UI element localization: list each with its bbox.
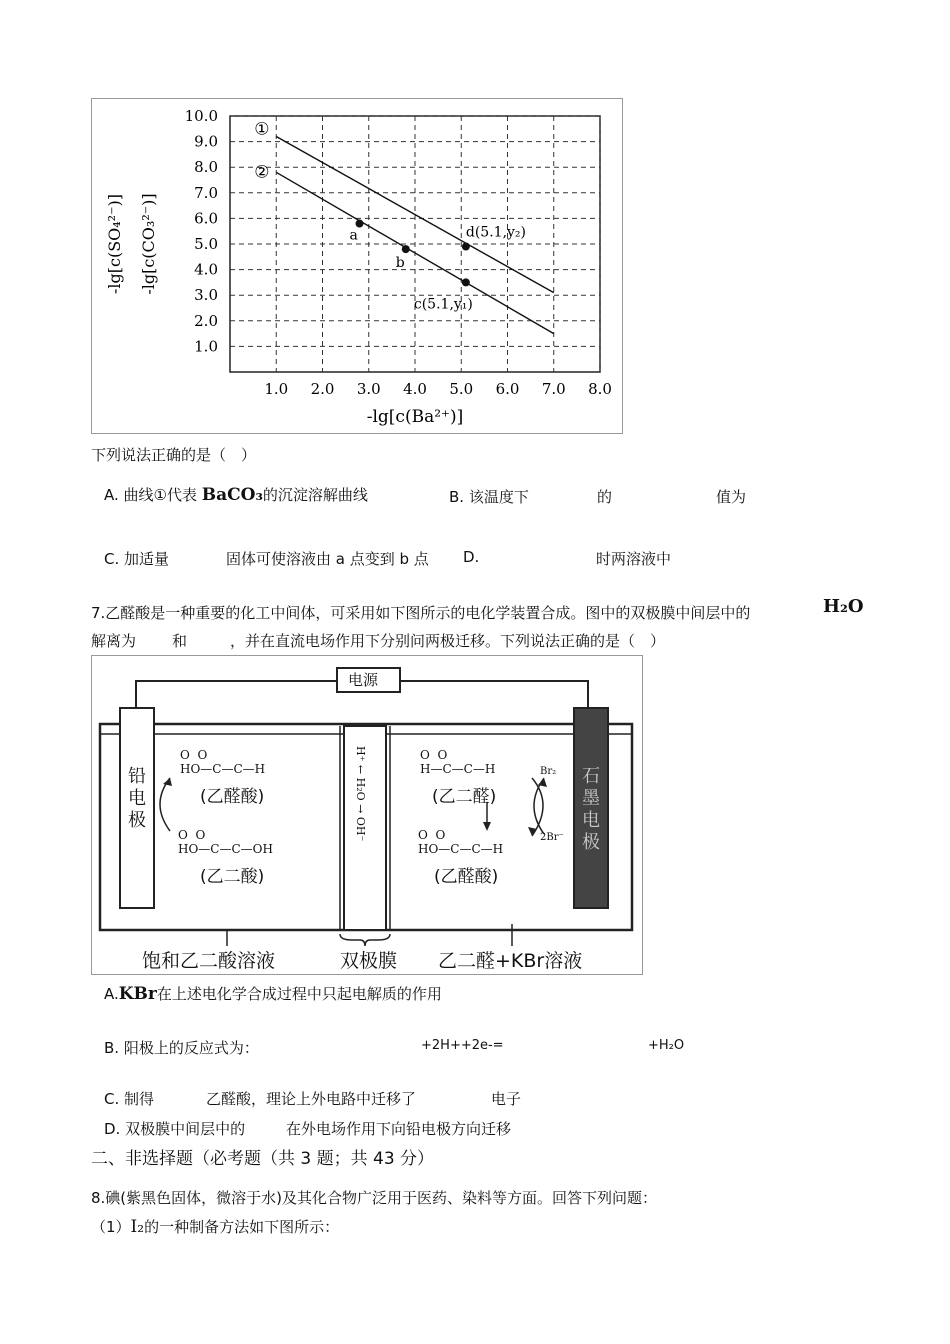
- q7-option-a-prefix: A.: [104, 985, 119, 1003]
- y-tick-label: 8.0: [194, 158, 218, 177]
- electrochemical-cell-diagram: [91, 655, 643, 975]
- q7-option-c3: 电子: [491, 1090, 522, 1108]
- left-top-formula: O O HO—C—C—H: [180, 748, 266, 776]
- y-tick-label: 1.0: [194, 337, 218, 356]
- y-tick-label: 4.0: [194, 260, 218, 279]
- point-label: d(5.1,y₂): [465, 224, 526, 241]
- section-2-heading: 二、非选择题（必考题（共 3 题；共 43 分）: [91, 1149, 435, 1169]
- q7-option-c1: C. 制得: [104, 1090, 155, 1108]
- point-label: a: [349, 227, 358, 244]
- right-solution-label: 乙二醛+KBr溶液: [438, 950, 583, 972]
- q7-option-b2: +2H++2e-=: [421, 1038, 504, 1053]
- ksp-chart-svg: [92, 99, 622, 433]
- y-tick-label: 9.0: [194, 132, 218, 151]
- membrane-label: 双极膜: [340, 950, 398, 972]
- y-tick-label: 3.0: [194, 286, 218, 305]
- left-bottom-name: (乙二酸): [200, 867, 265, 887]
- series-label: ②: [254, 162, 270, 183]
- data-point: [462, 278, 470, 286]
- q7-line2c: ，并在直流电场作用下分别问两极迁移。下列说法正确的是（ ）: [230, 632, 666, 650]
- right-bottom-formula: O O HO—C—C—H: [418, 828, 504, 856]
- q8-sub1: [91, 1216, 339, 1237]
- q7-option-b1: B. 阳极上的反应式为：: [104, 1039, 259, 1057]
- x-tick-label: 4.0: [403, 380, 427, 398]
- q6-option-d1: D.: [463, 548, 480, 566]
- x-tick-label: 1.0: [264, 380, 289, 398]
- graphite-electrode-label: 石墨电极: [582, 766, 600, 853]
- data-point: [462, 243, 470, 251]
- q7-option-b3: +H₂O: [648, 1038, 685, 1053]
- q8-sub1-text: 的一种制备方法如下图所示：: [144, 1218, 340, 1236]
- br2-label: Br₂: [540, 766, 557, 777]
- right-top-name: (乙二醛): [432, 787, 497, 807]
- q7-line2a: 解离为: [91, 632, 137, 650]
- y-tick-label: 10.0: [184, 107, 218, 125]
- q6-stem: 下列说法正确的是（ ）: [91, 446, 257, 464]
- x-axis-label: -lg[c(Ba²⁺)]: [366, 407, 464, 427]
- cell-svg: [92, 656, 642, 974]
- x-tick-label: 7.0: [541, 380, 566, 398]
- q7-option-a-text: 在上述电化学合成过程中只起电解质的作用: [156, 985, 442, 1003]
- q8-line1: 8.碘(紫黑色固体，微溶于水)及其化合物广泛用于医药、染料等方面。回答下列问题：: [91, 1189, 658, 1207]
- series-label: ①: [254, 119, 270, 140]
- q7-line1: 7.乙醛酸是一种重要的化工中间体，可采用如下图所示的电化学装置合成。图中的双极膜中间层中的: [91, 604, 751, 622]
- y-tick-label: 2.0: [194, 311, 218, 330]
- y-axis-label-so4: -lg[c(SO₄²⁻)]: [105, 193, 124, 295]
- q6-option-a-pre: A. 曲线①代表: [104, 486, 202, 504]
- y-axis-label-co3: -lg[c(CO₃²⁻)]: [139, 193, 158, 295]
- right-bottom-name: (乙醛酸): [434, 867, 499, 887]
- lead-electrode-label: 铅电极: [128, 766, 146, 831]
- q7-option-c2: 乙醛酸，理论上外电路中迁移了: [206, 1090, 417, 1108]
- q6-option-b2: 的: [597, 488, 613, 506]
- q7-line2b: 和: [172, 632, 188, 650]
- q7-option-d1: D. 双极膜中间层中的: [104, 1120, 246, 1138]
- left-top-name: (乙醛酸): [200, 787, 265, 807]
- ksp-chart: [91, 98, 623, 434]
- y-tick-label: 5.0: [194, 235, 218, 253]
- data-point: [402, 245, 410, 253]
- q6-option-d2: 时两溶液中: [596, 550, 672, 568]
- q6-option-a-post: 的沉淀溶解曲线: [262, 486, 368, 504]
- x-tick-label: 2.0: [310, 380, 335, 398]
- q6-option-c1: C. 加适量: [104, 550, 170, 568]
- q7-option-d2: 在外电场作用下向铅电极方向迁移: [286, 1120, 512, 1138]
- left-solution-label: 饱和乙二酸溶液: [142, 950, 276, 972]
- point-label: b: [395, 255, 405, 272]
- x-tick-label: 8.0: [588, 380, 612, 398]
- right-top-formula: O O H—C—C—H: [420, 748, 496, 776]
- y-tick-label: 6.0: [194, 209, 218, 228]
- y-tick-label: 7.0: [194, 183, 218, 202]
- br-ion-label: 2Br⁻: [540, 832, 564, 843]
- point-label: c(5.1,y₁): [413, 296, 473, 313]
- q6-option-a: [104, 484, 368, 505]
- x-tick-label: 6.0: [495, 380, 520, 398]
- q6-option-c2: 固体可使溶液由 a 点变到 b 点: [226, 550, 429, 568]
- left-bottom-formula: O O HO—C—C—OH: [178, 828, 273, 856]
- q7-option-a: [104, 983, 442, 1004]
- x-tick-label: 3.0: [356, 380, 381, 398]
- q8-sub1-prefix: （1）: [91, 1218, 131, 1236]
- q6-option-b1: B. 该温度下: [449, 488, 529, 506]
- membrane-ions: H⁺ ← H₂O → OH⁻: [354, 746, 367, 842]
- q8-sub1-chem: I₂: [130, 1217, 145, 1237]
- q7-option-a-chem: KBr: [118, 984, 157, 1004]
- data-point: [356, 220, 364, 228]
- q6-option-b3: 值为: [716, 488, 747, 506]
- x-tick-label: 5.0: [449, 380, 474, 398]
- power-label: 电源: [348, 671, 379, 689]
- q6-option-a-chem: BaCO₃: [201, 485, 263, 505]
- q7-h2o: H₂O: [823, 596, 864, 617]
